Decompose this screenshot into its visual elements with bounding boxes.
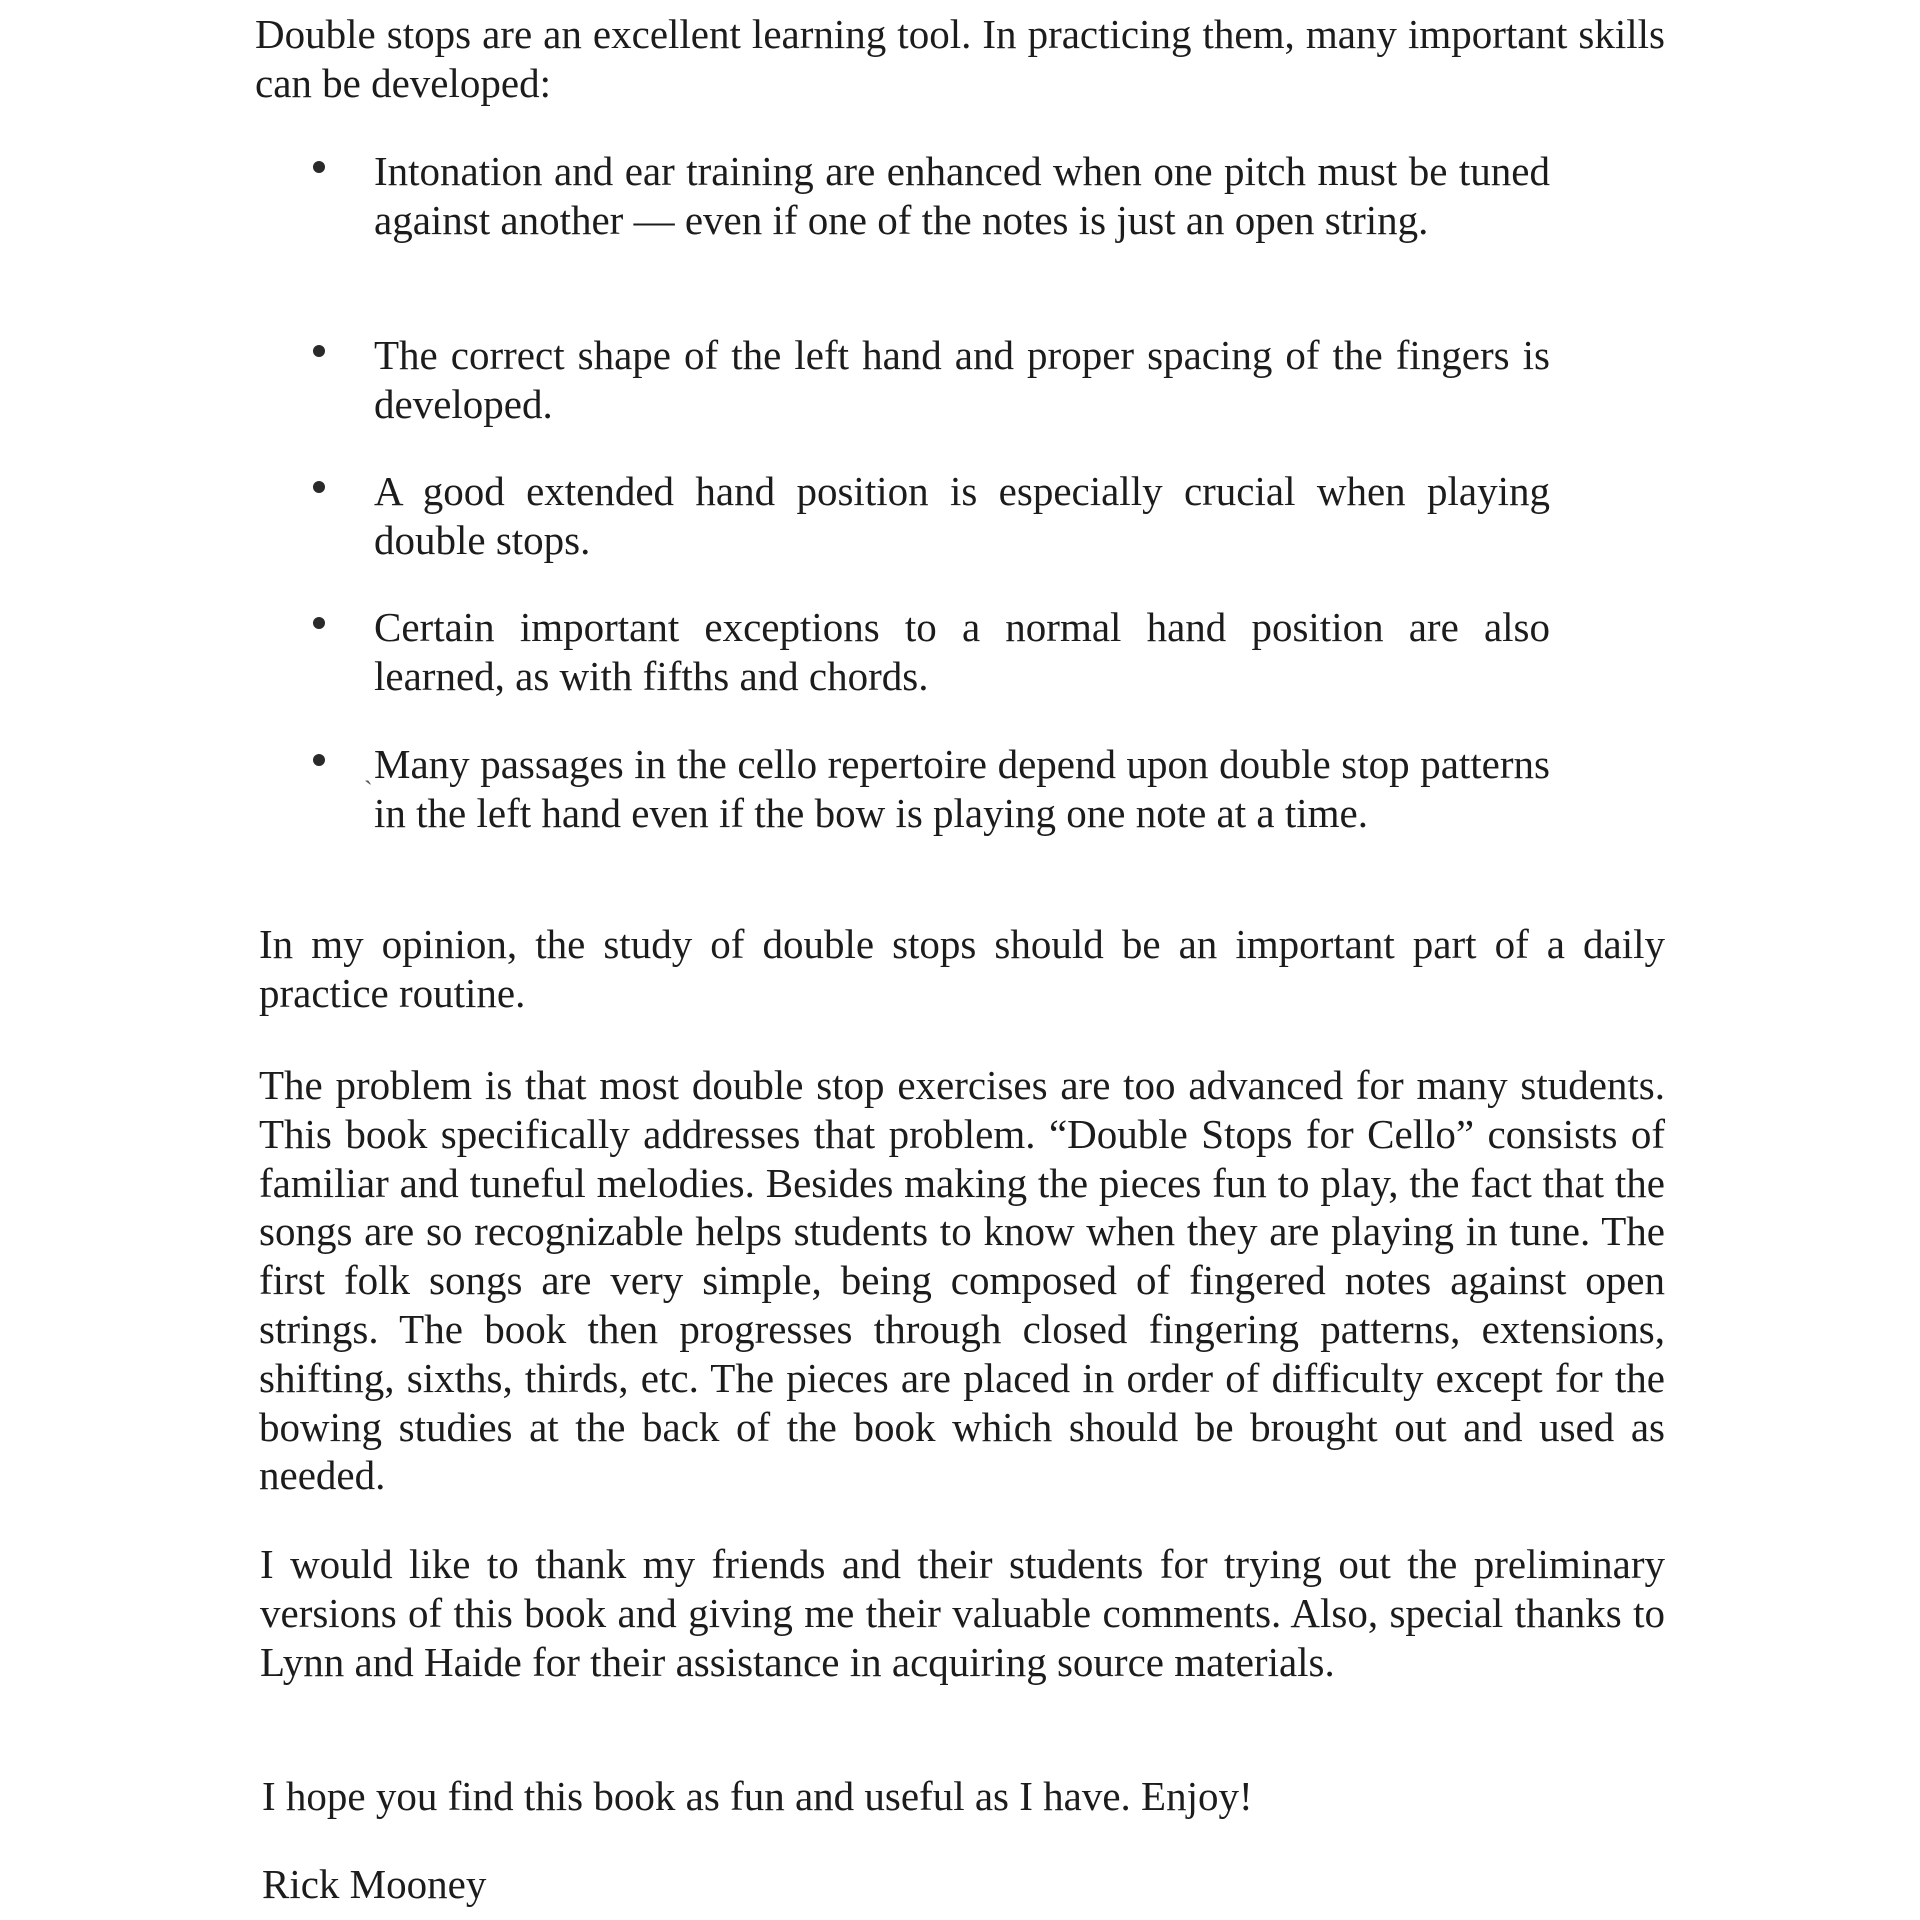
closing-line: I hope you find this book as fun and useful as I have. Enjoy! [262, 1773, 1253, 1819]
bullet-dot-icon [313, 345, 325, 357]
bullet-text: The correct shape of the left hand and proper spacing of the fingers is developed. [374, 332, 1550, 427]
bullet-dot-icon [313, 754, 325, 766]
stray-pen-mark: ` [364, 776, 373, 805]
bullet-dot-icon [313, 161, 325, 173]
bullet-text: Certain important exceptions to a normal hand position are also learned, as with fifths and chords. [374, 604, 1550, 699]
bullet-dot-icon [313, 617, 325, 629]
author-signature: Rick Mooney [262, 1861, 487, 1907]
problem-paragraph: The problem is that most double stop exercises are too advanced for many students. This book specifically addresses that problem. “Double Stops for Cello” consists of familiar and tuneful melodies. Besides making the pieces fun to play, the fact that the songs are so recognizable helps students to know when they are playing in tune. The first folk songs are very simple, being composed of fingered notes against open strings. The book then progresses through closed fingering patterns, extensions, shifting, sixths, thirds, etc. The pieces are placed in order of difficulty except for the bowing studies at the back of the book which should be brought out and used as needed. [259, 1062, 1665, 1499]
opinion-paragraph: In my opinion, the study of double stops should be an important part of a daily practice routine. [259, 921, 1665, 1016]
bullet-text: A good extended hand position is especially crucial when playing double stops. [374, 468, 1550, 563]
intro-paragraph: Double stops are an excellent learning tool. In practicing them, many important skills can be developed: [255, 11, 1665, 106]
thanks-paragraph: I would like to thank my friends and their students for trying out the preliminary versions of this book and giving me their valuable comments. Also, special thanks to Lynn and Haide for their assistance in acquiring source materials. [260, 1541, 1665, 1685]
bullet-text: Many passages in the cello repertoire depend upon double stop patterns in the left hand even if the bow is playing one note at a time. [374, 741, 1550, 836]
bullet-dot-icon [313, 481, 325, 493]
bullet-text: Intonation and ear training are enhanced when one pitch must be tuned against another — even if one of the notes is just an open string. [374, 148, 1550, 243]
